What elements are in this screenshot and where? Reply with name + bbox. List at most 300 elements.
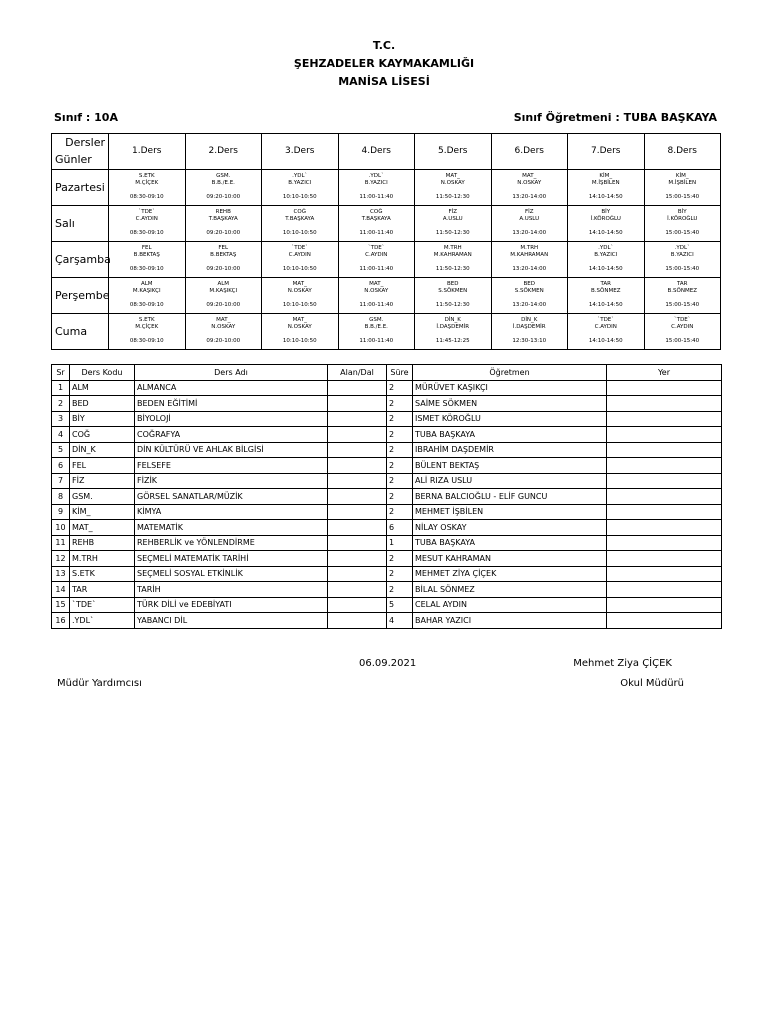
row-sr: 14 — [52, 582, 70, 598]
lesson-code: COĞ — [370, 209, 383, 215]
class-label: Sınıf : 10A — [54, 111, 118, 124]
row-teacher: MEHMET İŞBİLEN — [413, 504, 607, 520]
lesson-cell-content — [568, 314, 644, 349]
lesson-cell — [568, 170, 645, 206]
table-row — [52, 380, 722, 396]
row-course-name: GÖRSEL SANATLAR/MÜZİK — [135, 489, 328, 505]
table-row — [52, 582, 722, 598]
period-header: 4.Ders — [338, 134, 415, 170]
lesson-cell-content — [645, 242, 721, 277]
row-teacher: BAHAR YAZICI — [413, 613, 607, 629]
lesson-code: `TDE` — [673, 317, 691, 323]
row-course-name: DİN KÜLTÜRÜ VE AHLAK BİLGİSİ — [135, 442, 328, 458]
lesson-teacher: B.BEKTAŞ — [133, 252, 160, 258]
lesson-cell-content — [645, 278, 721, 313]
lesson-cell — [415, 314, 492, 350]
lesson-time: 09:20-10:00 — [206, 266, 241, 272]
lesson-code: TAR — [600, 281, 612, 287]
lesson-cell-content — [645, 206, 721, 241]
lesson-cell-content — [339, 314, 415, 349]
row-sr: 16 — [52, 613, 70, 629]
lesson-time: 13:20-14:00 — [512, 230, 547, 236]
lesson-cell — [415, 278, 492, 314]
row-place — [607, 489, 722, 505]
lesson-code: BİY — [677, 209, 687, 215]
lesson-code: MAT_ — [292, 281, 307, 287]
lesson-code: M.TRH — [520, 245, 539, 251]
lesson-teacher: M.ÇİÇEK — [135, 324, 159, 330]
row-area — [328, 473, 387, 489]
row-course-name: ALMANCA — [135, 380, 328, 396]
lesson-code: MAT_ — [445, 173, 460, 179]
lesson-cell — [185, 314, 262, 350]
row-duration: 2 — [387, 442, 413, 458]
row-area — [328, 597, 387, 613]
lesson-cell — [338, 170, 415, 206]
row-teacher: TUBA BAŞKAYA — [413, 535, 607, 551]
lesson-time: 11:50-12:30 — [435, 230, 470, 236]
row-place — [607, 597, 722, 613]
schedule-corner-cell — [52, 134, 109, 170]
row-sr: 7 — [52, 473, 70, 489]
row-sr: 6 — [52, 458, 70, 474]
row-duration: 5 — [387, 597, 413, 613]
lesson-cell-content — [492, 314, 568, 349]
table-row — [52, 535, 722, 551]
lesson-cell — [262, 170, 339, 206]
table-row — [52, 458, 722, 474]
lesson-time: 15:00-15:40 — [665, 230, 700, 236]
lesson-teacher: C.AYDIN — [135, 216, 158, 222]
lesson-cell-content — [492, 206, 568, 241]
row-place — [607, 520, 722, 536]
row-teacher: MESUT KAHRAMAN — [413, 551, 607, 567]
lesson-cell-content — [186, 242, 262, 277]
footer-vice-principal-title: Müdür Yardımcısı — [57, 678, 142, 689]
row-course-code: FİZ — [70, 473, 135, 489]
schedule-day-row — [52, 170, 721, 206]
lesson-cell — [262, 314, 339, 350]
lesson-time: 13:20-14:00 — [512, 302, 547, 308]
period-header: 5.Ders — [415, 134, 492, 170]
day-name: Pazartesi — [52, 170, 109, 206]
row-teacher: SAİME SÖKMEN — [413, 396, 607, 412]
row-course-name: BİYOLOJİ — [135, 411, 328, 427]
row-sr: 3 — [52, 411, 70, 427]
row-duration: 2 — [387, 396, 413, 412]
lesson-cell-content — [568, 170, 644, 205]
lesson-time: 11:50-12:30 — [435, 302, 470, 308]
table-row — [52, 504, 722, 520]
day-name: Salı — [52, 206, 109, 242]
lesson-cell — [109, 314, 186, 350]
row-duration: 1 — [387, 535, 413, 551]
lesson-cell — [491, 314, 568, 350]
lesson-teacher: B.B./E.E. — [364, 324, 388, 330]
row-area — [328, 535, 387, 551]
row-course-name: FELSEFE — [135, 458, 328, 474]
lesson-cell — [568, 278, 645, 314]
lesson-code: FEL — [218, 245, 229, 251]
lesson-teacher: B.YAZICI — [288, 180, 312, 186]
row-area — [328, 442, 387, 458]
row-sr: 11 — [52, 535, 70, 551]
row-course-code: FEL — [70, 458, 135, 474]
row-place — [607, 473, 722, 489]
lesson-time: 11:50-12:30 — [435, 266, 470, 272]
lesson-cell-content — [186, 170, 262, 205]
lesson-teacher: T.BAŞKAYA — [208, 216, 238, 222]
row-sr: 4 — [52, 427, 70, 443]
lesson-cell-content — [262, 170, 338, 205]
period-header: 7.Ders — [568, 134, 645, 170]
row-sr: 8 — [52, 489, 70, 505]
row-teacher: BÜLENT BEKTAŞ — [413, 458, 607, 474]
table-row — [52, 489, 722, 505]
lesson-cell-content — [415, 206, 491, 241]
row-course-code: ALM — [70, 380, 135, 396]
lesson-time: 13:20-14:00 — [512, 266, 547, 272]
row-course-code: KİM_ — [70, 504, 135, 520]
row-course-name: KİMYA — [135, 504, 328, 520]
row-duration: 2 — [387, 551, 413, 567]
schedule-day-row — [52, 242, 721, 278]
row-place — [607, 504, 722, 520]
lesson-teacher: C.AYDIN — [594, 324, 617, 330]
lesson-cell-content — [339, 278, 415, 313]
row-area — [328, 566, 387, 582]
row-area — [328, 520, 387, 536]
row-duration: 2 — [387, 380, 413, 396]
lesson-time: 08:30-09:10 — [129, 194, 164, 200]
row-sr: 1 — [52, 380, 70, 396]
row-course-name: TARİH — [135, 582, 328, 598]
lesson-cell — [644, 170, 721, 206]
day-name: Çarşamba — [52, 242, 109, 278]
footer-principal-name: Mehmet Ziya ÇİÇEK — [573, 658, 672, 669]
lesson-code: M.TRH — [443, 245, 462, 251]
lesson-code: KİM_ — [675, 173, 689, 179]
row-course-name: TÜRK DİLİ ve EDEBİYATI — [135, 597, 328, 613]
row-sr: 12 — [52, 551, 70, 567]
period-header: 3.Ders — [262, 134, 339, 170]
lesson-cell-content — [109, 314, 185, 349]
lesson-time: 14:10-14:50 — [588, 338, 623, 344]
lesson-code: BİY — [601, 209, 611, 215]
corner-label-days: Günler — [55, 153, 92, 166]
lesson-code: MAT_ — [216, 317, 231, 323]
lesson-cell-content — [568, 278, 644, 313]
lesson-time: 11:00-11:40 — [359, 230, 394, 236]
course-list-table — [51, 364, 722, 629]
row-place — [607, 535, 722, 551]
lesson-teacher: M.İŞBİLEN — [668, 180, 697, 186]
col-header-name: Ders Adı — [135, 365, 328, 381]
row-course-code: GSM. — [70, 489, 135, 505]
lesson-cell — [644, 242, 721, 278]
lesson-cell — [644, 206, 721, 242]
row-place — [607, 566, 722, 582]
lesson-cell — [262, 242, 339, 278]
lesson-code: `TDE` — [367, 245, 385, 251]
lesson-cell-content — [568, 242, 644, 277]
lesson-time: 11:00-11:40 — [359, 266, 394, 272]
lesson-time: 15:00-15:40 — [665, 338, 700, 344]
lesson-code: TAR — [676, 281, 688, 287]
row-teacher: ALİ RIZA USLU — [413, 473, 607, 489]
header-line-district: ŞEHZADELER KAYMAKAMLIĞI — [293, 57, 475, 70]
lesson-code: S.ETK — [138, 317, 155, 323]
schedule-day-row — [52, 278, 721, 314]
lesson-time: 10:10-10:50 — [282, 194, 317, 200]
table-row — [52, 551, 722, 567]
row-course-code: REHB — [70, 535, 135, 551]
lesson-cell-content — [492, 278, 568, 313]
lesson-teacher: B.YAZICI — [364, 180, 388, 186]
row-course-code: S.ETK — [70, 566, 135, 582]
lesson-cell — [568, 314, 645, 350]
lesson-cell — [415, 242, 492, 278]
table-row — [52, 597, 722, 613]
lesson-code: DİN_K — [444, 317, 461, 323]
lesson-cell — [644, 278, 721, 314]
lesson-code: ALM — [217, 281, 230, 287]
lesson-time: 11:00-11:40 — [359, 302, 394, 308]
row-place — [607, 551, 722, 567]
lesson-teacher: N.OSKAY — [440, 180, 465, 186]
row-teacher: MÜRÜVET KAŞIKÇI — [413, 380, 607, 396]
row-duration: 2 — [387, 504, 413, 520]
row-place — [607, 380, 722, 396]
lesson-cell — [491, 278, 568, 314]
row-course-code: BİY — [70, 411, 135, 427]
schedule-day-row — [52, 314, 721, 350]
row-course-name: SEÇMELİ MATEMATİK TARİHİ — [135, 551, 328, 567]
row-sr: 13 — [52, 566, 70, 582]
table-row — [52, 566, 722, 582]
lesson-time: 09:20-10:00 — [206, 302, 241, 308]
row-teacher: BİLAL SÖNMEZ — [413, 582, 607, 598]
lesson-cell-content — [109, 278, 185, 313]
row-area — [328, 458, 387, 474]
lesson-cell-content — [415, 242, 491, 277]
weekly-schedule-table — [51, 133, 721, 350]
lesson-code: GSM. — [369, 317, 384, 323]
lesson-teacher: B.SÖNMEZ — [591, 288, 621, 294]
lesson-cell-content — [262, 206, 338, 241]
lesson-time: 11:00-11:40 — [359, 338, 394, 344]
row-course-code: TAR — [70, 582, 135, 598]
lesson-teacher: C.AYDIN — [288, 252, 311, 258]
row-sr: 10 — [52, 520, 70, 536]
lesson-cell-content — [339, 170, 415, 205]
lesson-code: BED — [523, 281, 535, 287]
course-list-header-row — [52, 365, 722, 381]
lesson-time: 09:20-10:00 — [206, 338, 241, 344]
lesson-code: COĞ — [293, 209, 306, 215]
lesson-cell-content — [339, 206, 415, 241]
row-duration: 2 — [387, 566, 413, 582]
row-duration: 2 — [387, 411, 413, 427]
lesson-cell — [491, 206, 568, 242]
lesson-code: MAT_ — [522, 173, 537, 179]
row-place — [607, 442, 722, 458]
lesson-teacher: B.B./E.E. — [211, 180, 235, 186]
row-teacher: IBRAHİM DAŞDEMİR — [413, 442, 607, 458]
lesson-time: 08:30-09:10 — [129, 266, 164, 272]
row-teacher: CELAL AYDIN — [413, 597, 607, 613]
row-place — [607, 582, 722, 598]
lesson-time: 08:30-09:10 — [129, 302, 164, 308]
table-row — [52, 473, 722, 489]
lesson-cell-content — [645, 170, 721, 205]
header-line-school: MANİSA LİSESİ — [338, 75, 430, 88]
table-row — [52, 427, 722, 443]
lesson-cell — [185, 206, 262, 242]
col-header-teacher: Öğretmen — [413, 365, 607, 381]
lesson-time: 11:00-11:40 — [359, 194, 394, 200]
row-area — [328, 380, 387, 396]
lesson-time: 08:30-09:10 — [129, 338, 164, 344]
lesson-time: 10:10-10:50 — [282, 338, 317, 344]
footer-principal-title: Okul Müdürü — [620, 678, 684, 689]
lesson-teacher: M.KAŞIKÇI — [132, 288, 161, 294]
lesson-code: `TDE` — [597, 317, 615, 323]
row-sr: 2 — [52, 396, 70, 412]
row-place — [607, 411, 722, 427]
row-area — [328, 411, 387, 427]
lesson-time: 14:10-14:50 — [588, 230, 623, 236]
lesson-time: 08:30-09:10 — [129, 230, 164, 236]
row-course-code: DİN_K — [70, 442, 135, 458]
lesson-time: 14:10-14:50 — [588, 302, 623, 308]
col-header-sr: Sr — [52, 365, 70, 381]
lesson-time: 15:00-15:40 — [665, 194, 700, 200]
header-line-tc: T.C. — [372, 39, 396, 52]
lesson-code: BED — [447, 281, 459, 287]
lesson-cell-content — [568, 206, 644, 241]
lesson-teacher: T.BAŞKAYA — [361, 216, 391, 222]
lesson-cell-content — [186, 278, 262, 313]
row-course-code: MAT_ — [70, 520, 135, 536]
lesson-cell — [185, 170, 262, 206]
lesson-cell-content — [109, 170, 185, 205]
lesson-cell — [262, 278, 339, 314]
day-name: Perşembe — [52, 278, 109, 314]
lesson-teacher: B.YAZICI — [594, 252, 618, 258]
lesson-cell-content — [262, 314, 338, 349]
lesson-teacher: C.AYDIN — [671, 324, 694, 330]
lesson-code: FEL — [141, 245, 152, 251]
lesson-teacher: N.OSKAY — [287, 288, 312, 294]
period-header: 8.Ders — [644, 134, 721, 170]
row-area — [328, 613, 387, 629]
lesson-cell-content — [415, 314, 491, 349]
row-course-code: M.TRH — [70, 551, 135, 567]
row-duration: 6 — [387, 520, 413, 536]
footer-date: 06.09.2021 — [359, 658, 417, 669]
lesson-teacher: M.İŞBİLEN — [591, 180, 620, 186]
lesson-time: 13:20-14:00 — [512, 194, 547, 200]
lesson-time: 11:45-12:25 — [435, 338, 470, 344]
row-teacher: TUBA BAŞKAYA — [413, 427, 607, 443]
period-header: 6.Ders — [491, 134, 568, 170]
lesson-teacher: T.BAŞKAYA — [285, 216, 315, 222]
row-duration: 2 — [387, 473, 413, 489]
row-teacher: NİLAY OSKAY — [413, 520, 607, 536]
lesson-teacher: B.YAZICI — [670, 252, 694, 258]
lesson-time: 09:20-10:00 — [206, 194, 241, 200]
lesson-teacher: B.BEKTAŞ — [210, 252, 237, 258]
lesson-code: REHB — [215, 209, 231, 215]
row-teacher: BERNA BALCIOĞLU - ELİF GUNCU — [413, 489, 607, 505]
lesson-cell-content — [109, 206, 185, 241]
row-teacher: ISMET KÖROĞLU — [413, 411, 607, 427]
lesson-cell-content — [262, 278, 338, 313]
row-duration: 2 — [387, 458, 413, 474]
row-area — [328, 489, 387, 505]
row-course-code: BED — [70, 396, 135, 412]
row-place — [607, 458, 722, 474]
lesson-cell — [338, 278, 415, 314]
lesson-code: .YDL` — [292, 173, 308, 179]
lesson-teacher: İ.DAŞDEMİR — [436, 324, 470, 330]
lesson-cell — [491, 170, 568, 206]
lesson-cell-content — [492, 170, 568, 205]
lesson-code: .YDL` — [598, 245, 614, 251]
lesson-cell-content — [186, 206, 262, 241]
row-place — [607, 613, 722, 629]
lesson-time: 15:00-15:40 — [665, 302, 700, 308]
lesson-time: 12:30-13:10 — [512, 338, 547, 344]
lesson-teacher: N.OSKAY — [517, 180, 542, 186]
lesson-teacher: M.ÇİÇEK — [135, 180, 159, 186]
lesson-cell — [568, 242, 645, 278]
row-duration: 4 — [387, 613, 413, 629]
lesson-cell — [338, 314, 415, 350]
lesson-cell — [109, 242, 186, 278]
lesson-code: FİZ — [524, 209, 534, 215]
lesson-cell — [415, 170, 492, 206]
row-course-name: REHBERLİK ve YÖNLENDİRME — [135, 535, 328, 551]
lesson-cell — [109, 206, 186, 242]
row-sr: 15 — [52, 597, 70, 613]
period-header: 1.Ders — [109, 134, 186, 170]
lesson-cell-content — [186, 314, 262, 349]
lesson-teacher: A.USLU — [442, 216, 463, 222]
row-duration: 2 — [387, 582, 413, 598]
period-header: 2.Ders — [185, 134, 262, 170]
row-course-name: SEÇMELİ SOSYAL ETKİNLİK — [135, 566, 328, 582]
lesson-code: MAT_ — [369, 281, 384, 287]
row-place — [607, 396, 722, 412]
col-header-area: Alan/Dal — [328, 365, 387, 381]
lesson-code: `TDE` — [291, 245, 309, 251]
lesson-time: 10:10-10:50 — [282, 266, 317, 272]
lesson-cell-content — [645, 314, 721, 349]
table-row — [52, 520, 722, 536]
row-course-name: BEDEN EĞİTİMİ — [135, 396, 328, 412]
lesson-code: .YDL` — [674, 245, 690, 251]
lesson-code: ALM — [140, 281, 153, 287]
lesson-time: 15:00-15:40 — [665, 266, 700, 272]
lesson-teacher: N.OSKAY — [364, 288, 389, 294]
lesson-teacher: B.SÖNMEZ — [667, 288, 697, 294]
lesson-cell — [109, 278, 186, 314]
row-area — [328, 582, 387, 598]
table-row — [52, 411, 722, 427]
lesson-teacher: İ.KÖROĞLU — [590, 216, 621, 222]
